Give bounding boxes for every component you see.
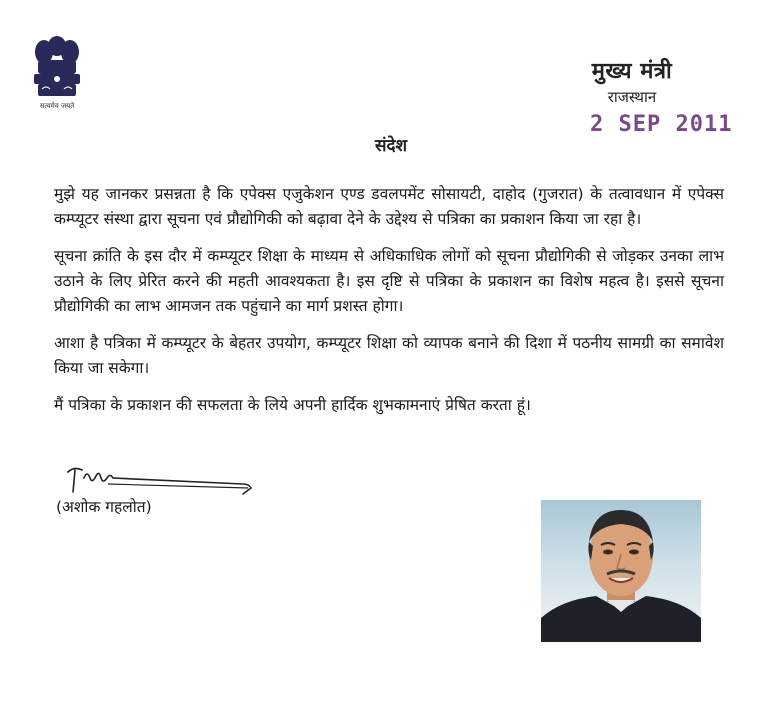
letter-heading: संदेश	[374, 136, 408, 156]
letter-body	[54, 182, 724, 430]
letter-paragraph: मुझे यह जानकर प्रसन्नता है कि एपेक्स एजुकेशन एण्ड डवलपमेंट सोसायटी, दाहोद (गुजरात) के तत्वावधान में एपेक्स कम्प्यूटर संस्था द्वारा सूचना एवं प्रौद्योगिकी को बढ़ावा देने के उद्देश्य से पत्रिका का प्रकाशन किया जा रहा है।	[54, 185, 724, 228]
state-emblem-icon	[18, 32, 96, 112]
letterhead-emblem	[18, 32, 96, 124]
office-title: मुख्य मंत्री	[591, 58, 673, 84]
portrait-photo	[541, 500, 701, 642]
letter-paragraph: आशा है पत्रिका में कम्प्यूटर के बेहतर उपयोग, कम्प्यूटर शिक्षा को व्यापक बनाने की दिशा में पठनीय सामग्री का समावेश किया जा सकेगा।	[54, 334, 724, 377]
signatory-name: (अशोक गहलोत)	[56, 498, 152, 516]
date-stamp: 2 SEP 2011	[590, 112, 733, 137]
office-header	[542, 55, 722, 107]
letter-paragraph: मैं पत्रिका के प्रकाशन की सफलता के लिये अपनी हार्दिक शुभकामनाएं प्रेषित करता हूं।	[54, 396, 531, 414]
letter-paragraph: सूचना क्रांति के इस दौर में कम्प्यूटर शिक्षा के माध्यम से अधिकाधिक लोगों को सूचना प्रौद्योगिकी से जोड़कर उनका लाभ उठाने के लिए प्रेरित करने की महती आवश्यकता है। इस दृष्टि से पत्रिका के प्रकाशन का विशेष महत्व है। इससे सूचना प्रौद्योगिकी का लाभ आमजन तक पहुंचाने का मार्ग प्रशस्त होगा।	[54, 247, 724, 315]
emblem-motto: सत्यमेव जयते	[39, 102, 75, 110]
office-state: राजस्थान	[607, 88, 657, 106]
